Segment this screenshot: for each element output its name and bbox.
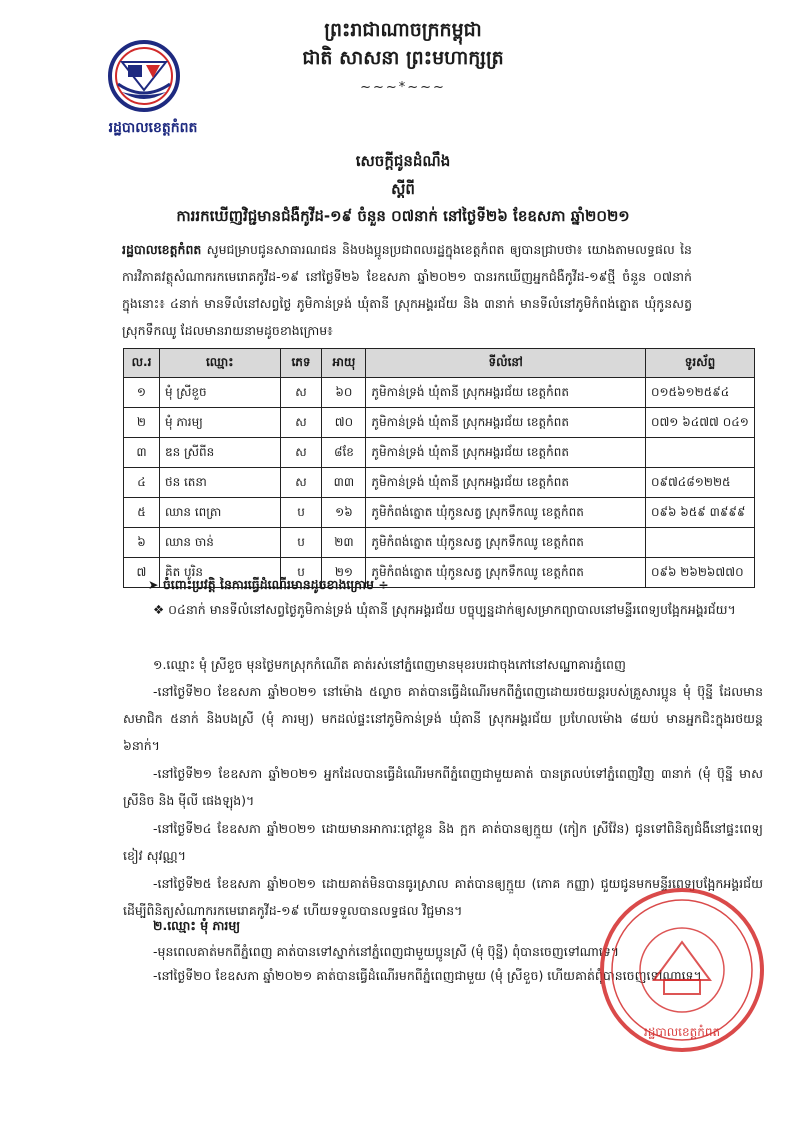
cell-sex: ស: [280, 438, 322, 468]
table-header-row: [124, 349, 755, 378]
cell-no: ៦: [124, 528, 160, 558]
cell-phone: [645, 438, 754, 468]
paragraph-case-1-day25: -នៅថ្ងៃទី២៥ ខែឧសភា ឆ្នាំ២០២១ ដោយគាត់មិនបានធូរស្រាល គាត់បានឲ្យក្មួយ (ភោគ កញ្ញា) ជួយជូនមកមន្ទីរពេទ្យបង្អែកអង្គរជ័យ ដើម្បីពិនិត្យសំណាករកមេរោគកូវីដ-១៩ ហើយទទួលបានលទ្ធផល វិជ្ជមាន។: [123, 876, 763, 918]
cell-name: មុំ ភារម្យ: [159, 408, 280, 438]
cell-age: ៧០: [322, 408, 366, 438]
cell-age: ១៦: [322, 498, 366, 528]
stamp-text: រដ្ឋបាលខេត្តកំពត: [643, 1025, 721, 1039]
cell-phone: ០១៥៦១២៥៩៤: [645, 378, 754, 408]
cell-sex: ស: [280, 378, 322, 408]
paragraph-case-2-before: -មុនពេលគាត់មកពីភ្នំពេញ គាត់បានទៅស្នាក់នៅភ្នំពេញជាមួយប្អូនស្រី (មុំ ប៊ុន្នី) ពុំបានចេញទៅណាទេ។: [153, 944, 620, 959]
document-subject: ការរកឃើញវិជ្ជមានជំងឺកូវីដ-១៩ ចំនួន ០៧នាក់ នៅថ្ងៃទី២៦ ខែឧសភា ឆ្នាំ២០២១: [176, 207, 630, 225]
cell-sex: ស: [280, 408, 322, 438]
header-name: ឈ្មោះ: [159, 349, 280, 378]
cell-name: មុំ ស្រីខួច: [159, 378, 280, 408]
paragraph-case-1-title: ១.ឈ្មោះ មុំ ស្រីខួច មុនថ្ងៃមកស្រុកកំណើត គាត់រស់នៅភ្នំពេញមានមុខរបរជាចុងភៅនៅសណ្ឋាគារភ្នំពេញ: [153, 657, 626, 672]
document-type: សេចក្តីជូនដំណឹង: [355, 152, 451, 170]
cell-phone: ០៩៧៤៨១២២៥: [645, 468, 754, 498]
cell-age: ៨ខែ: [322, 438, 366, 468]
cell-no: ៣: [124, 438, 160, 468]
paragraph-case-1-day21: -នៅថ្ងៃទី២១ ខែឧសភា ឆ្នាំ២០២១ អ្នកដែលបានធ្វើដំណើរមកពីភ្នំពេញជាមួយគាត់ បានត្រលប់ទៅភ្នំពេញវិញ ៣នាក់ (មុំ ប៊ុន្នី មាស ស្រីនិច និង ម៉ីលី ផេងឡុង)។: [123, 766, 763, 808]
subject-word: ស្តីពី: [391, 180, 415, 198]
header-ornament: ~~~*~~~: [360, 80, 446, 95]
header-no: ល.រ: [124, 349, 160, 378]
kingdom-title: ព្រះរាជាណាចក្រកម្ពុជា: [324, 19, 482, 41]
header-sex: ភេទ: [280, 349, 322, 378]
cell-address: ភូមិកំពង់ត្នោត ឃុំកូនសត្វ ស្រុកទឹកឈូ ខេត្តកំពត: [366, 558, 646, 588]
table-row: [124, 498, 755, 528]
cell-no: ៧: [124, 558, 160, 588]
official-stamp-icon: [592, 880, 772, 1060]
table-row: [124, 468, 755, 498]
table-row: [124, 528, 755, 558]
organization-name: រដ្ឋបាលខេត្តកំពត: [108, 120, 198, 136]
cell-age: ៣៣: [322, 468, 366, 498]
cell-address: ភូមិកាន់ទ្រង់ ឃុំតានី ស្រុកអង្គរជ័យ ខេត្តកំពត: [366, 378, 646, 408]
cell-address: ភូមិកំពង់ត្នោត ឃុំកូនសត្វ ស្រុកទឹកឈូ ខេត្តកំពត: [366, 498, 646, 528]
cases-table: [123, 348, 755, 588]
cell-phone: [645, 528, 754, 558]
cell-sex: ប: [280, 528, 322, 558]
cell-phone: ០៩៦ ៦៥៩ ៣៩៩៩: [645, 498, 754, 528]
travel-history-heading: ➤ ចំពោះប្រវត្តិ នៃការធ្វើដំណើរមានដូចខាងក្រោម ÷: [148, 577, 389, 592]
cell-no: ៥: [124, 498, 160, 528]
paragraph-case-2-day20: -នៅថ្ងៃទី២០ ខែឧសភា ឆ្នាំ២០២១ គាត់បានធ្វើដំណើរមកពីភ្នំពេញជាមួយ (មុំ ស្រីខួច) ហើយគាត់ពុំបានចេញទៅណាទេ។: [153, 968, 702, 983]
header-phone: ទូរស័ព្ទ: [645, 349, 754, 378]
cell-age: ៦០: [322, 378, 366, 408]
cell-no: ១: [124, 378, 160, 408]
cell-sex: ប: [280, 498, 322, 528]
cell-age: ២៣: [322, 528, 366, 558]
cell-no: ២: [124, 408, 160, 438]
cell-address: ភូមិកាន់ទ្រង់ ឃុំតានី ស្រុកអង្គរជ័យ ខេត្តកំពត: [366, 438, 646, 468]
cell-name: ឈាន ពេត្រា: [159, 498, 280, 528]
cell-name: ឌន ស្រីពីន: [159, 438, 280, 468]
table-row: [124, 408, 755, 438]
paragraph-case-1-day20: -នៅថ្ងៃទី២០ ខែឧសភា ឆ្នាំ២០២១ នៅម៉ោង ៥ល្ងាច គាត់បានធ្វើដំណើរមកពីភ្នំពេញដោយរថយន្តរបស់គ្រួសារប្អូន មុំ ប៊ុន្នី ដែលមានសមាជិក ៥នាក់ និងបងស្រី (មុំ ភារម្យ) មកដល់ផ្ទះនៅភូមិកាន់ទ្រង់ ឃុំតានី ស្រុកអង្គរជ័យ ប្រហែលម៉ោង ៨យប់ មានអ្នកជិះក្នុងរថយន្ត ៦នាក់។: [123, 684, 763, 753]
header-age: អាយុ: [322, 349, 366, 378]
national-motto: ជាតិ សាសនា ព្រះមហាក្សត្រ: [302, 47, 504, 69]
intro-paragraph: [122, 236, 692, 344]
header-address: ទីលំនៅ: [366, 349, 646, 378]
paragraph-case-1-day24: -នៅថ្ងៃទី២៤ ខែឧសភា ឆ្នាំ២០២១ ដោយមានអាការៈក្តៅខ្លួន និង ក្អក គាត់បានឲ្យក្មួយ (កៀក ស្រីវ៉ែន) ជូនទៅពិនិត្យជំងឺនៅផ្ទះពេទ្យ ខៀវ សុវណ្ណ។: [123, 821, 763, 863]
cell-name: ថន តេនា: [159, 468, 280, 498]
paragraph-case-2-title: ២.ឈ្មោះ មុំ ភារម្យ: [153, 918, 241, 933]
cell-no: ៤: [124, 468, 160, 498]
cell-phone: ០៩៦ ២៦២៦៧៧០: [645, 558, 754, 588]
intro-text: សូមជម្រាបជូនសាធារណជន និងបងប្អូនប្រជាពលរដ្ឋក្នុងខេត្តកំពត ឲ្យបានជ្រាបថា៖ យោងតាមលទ្ធផល នៃការវិភាគវត្ថុសំណាករកមេរោគកូវីដ-១៩ នៅថ្ងៃទី២៦ ខែឧសភា ឆ្នាំ២០២១ បានរកឃើញអ្នកជំងឺកូវីដ-១៩ថ្មី ចំនួន ០៧នាក់ ក្នុងនោះ៖ ៤នាក់ មានទីលំនៅសព្វថ្ងៃ ភូមិកាន់ទ្រង់ ឃុំតានី ស្រុកអង្គរជ័យ និង ៣នាក់ មានទីលំនៅភូមិកំពង់ត្នោត ឃុំកូនសត្វ ស្រុកទឹកឈូ ដែលមានរាយនាមដូចខាងក្រោម៖: [122, 242, 692, 338]
cell-address: ភូមិកាន់ទ្រង់ ឃុំតានី ស្រុកអង្គរជ័យ ខេត្តកំពត: [366, 468, 646, 498]
cell-sex: ប: [280, 558, 322, 588]
table-row: [124, 438, 755, 468]
paragraph-group-summary: ❖ ០៤នាក់ មានទីលំនៅសព្វថ្ងៃភូមិកាន់ទ្រង់ ឃុំតានី ស្រុកអង្គរជ័យ បច្ចុប្បន្នដាក់ឲ្យសម្រាកព្យាបាលនៅមន្ទីរពេទ្យបង្អែកអង្គរជ័យ។: [153, 602, 736, 617]
intro-org: រដ្ឋបាលខេត្តកំពត: [122, 242, 202, 257]
cell-name: គិត បូរិន: [159, 558, 280, 588]
cell-sex: ស: [280, 468, 322, 498]
cell-address: ភូមិកាន់ទ្រង់ ឃុំតានី ស្រុកអង្គរជ័យ ខេត្តកំពត: [366, 408, 646, 438]
cell-phone: ០៧១ ៦៤៧៧ ០៤១: [645, 408, 754, 438]
cell-address: ភូមិកំពង់ត្នោត ឃុំកូនសត្វ ស្រុកទឹកឈូ ខេត្តកំពត: [366, 528, 646, 558]
cell-name: ឈាន ចាន់: [159, 528, 280, 558]
table-row: [124, 378, 755, 408]
cell-age: ២១: [322, 558, 366, 588]
